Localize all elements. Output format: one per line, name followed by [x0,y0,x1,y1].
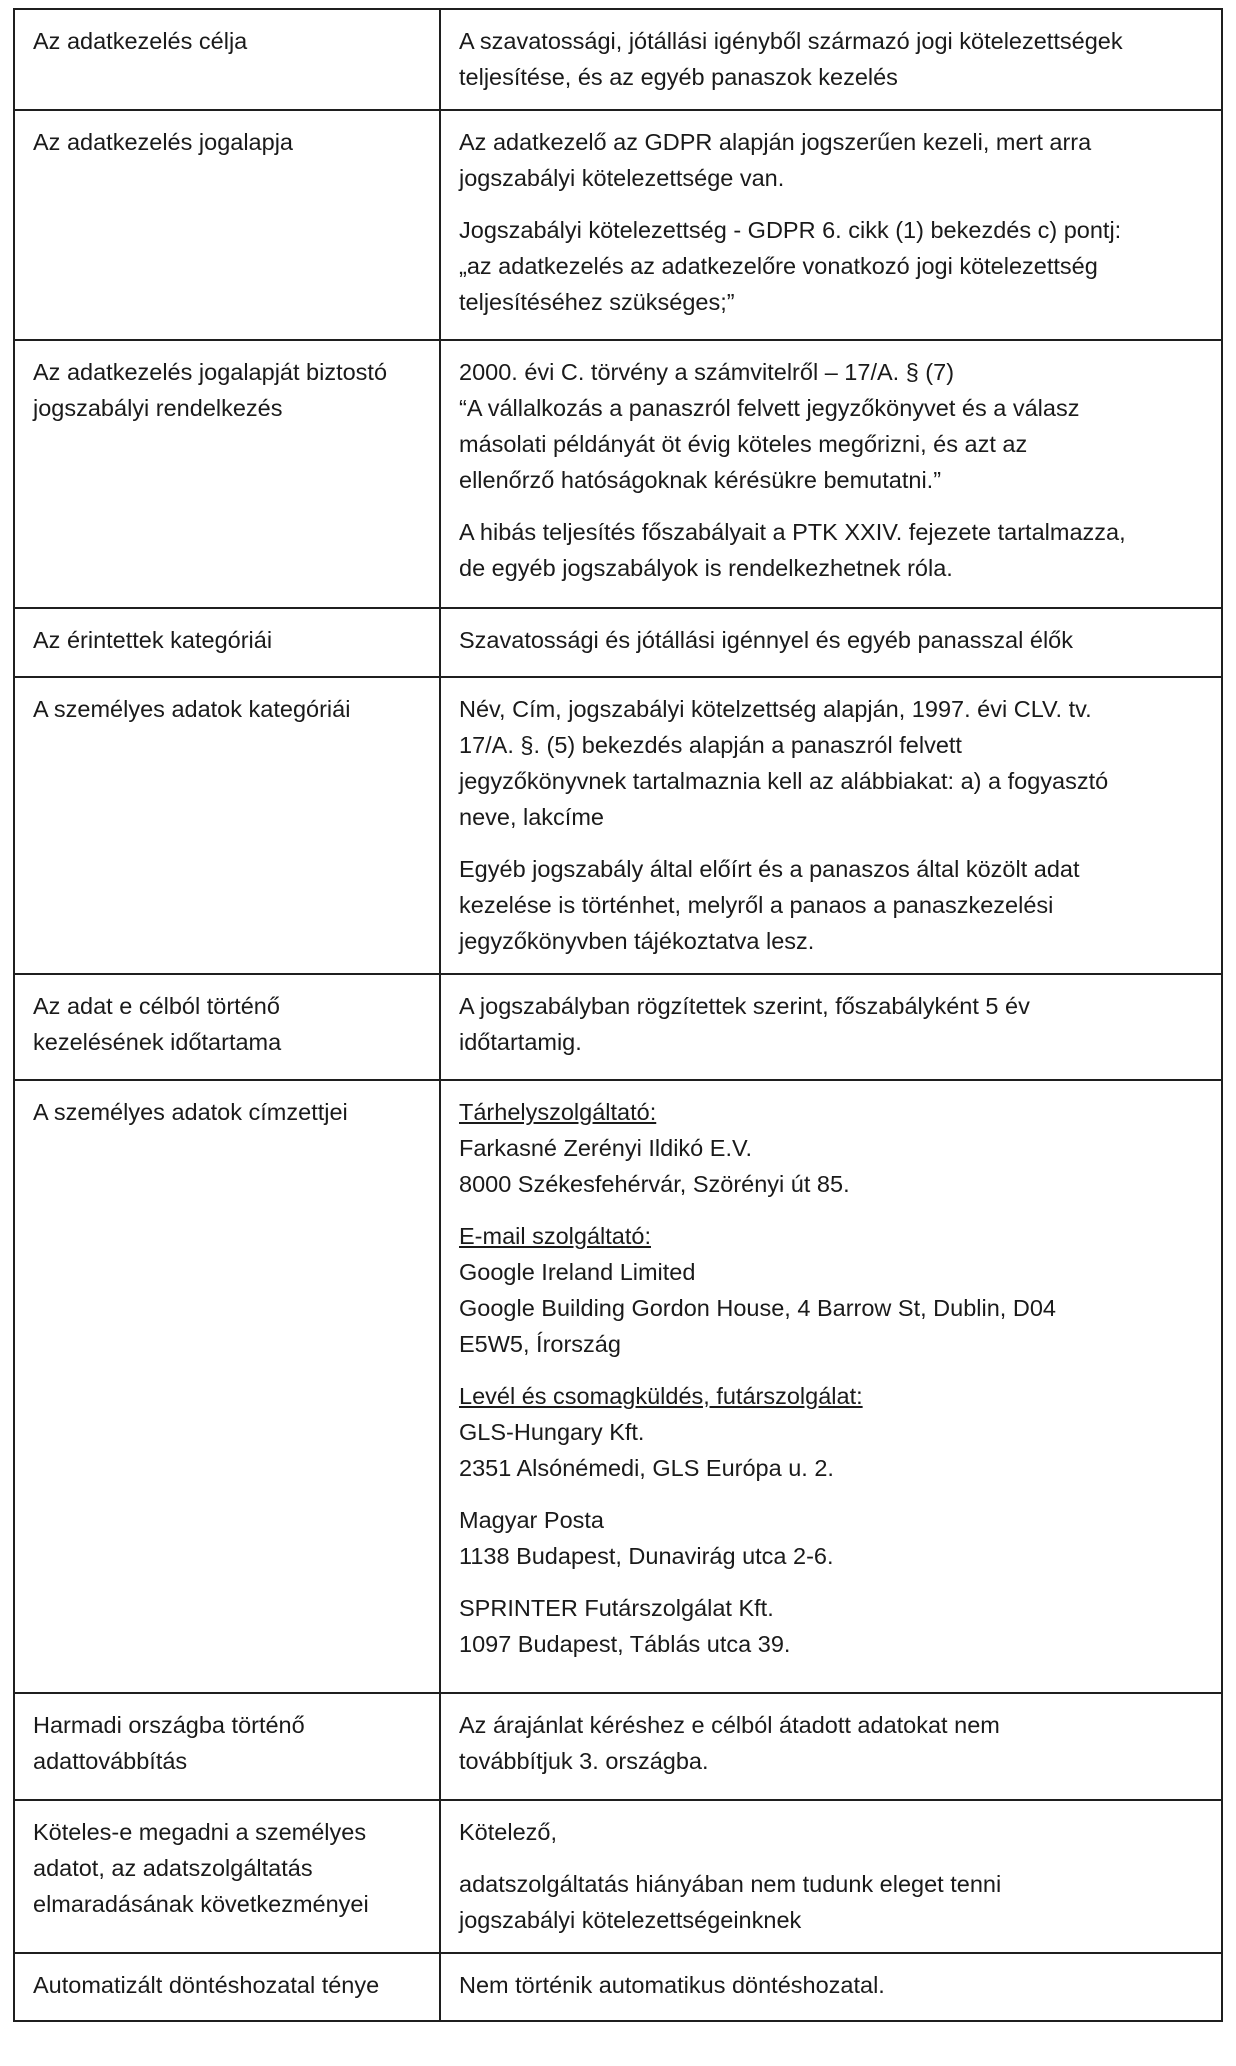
row-value: Név, Cím, jogszabályi kötelzettség alapján, 1997. évi CLV. tv. 17/A. §. (5) bekezdés alapján a panaszról felvett jegyzőkönyvnek tartalmaznia kell az alábbiakat: a) a fogyasztó neve, lakcíme Egyéb jogszabály által előírt és a panaszos által közölt adat kezelése is történhet, melyről a panaos a panaszkezelési jegyzőkönyvben tájékoztatva lesz. [440,677,1222,974]
recipient-heading: Tárhelyszolgáltató: [459,1099,657,1125]
table-row [14,1800,1222,1953]
table-row [14,974,1222,1080]
row-label: Köteles-e megadni a személyes adatot, az adatszolgáltatás elmaradásának következményei [14,1800,440,1953]
row-label: Az adatkezelés jogalapja [14,110,440,340]
table-row [14,677,1222,974]
table-row [14,1693,1222,1800]
table-row [14,9,1222,110]
row-value: Az árajánlat kéréshez e célból átadott adatokat nem továbbítjuk 3. országba. [440,1693,1222,1800]
table-row [14,608,1222,677]
recipient-block: Tárhelyszolgáltató: Farkasné Zerényi Ildikó E.V. 8000 Székesfehérvár, Szörényi út 85. [459,1094,1203,1202]
recipient-heading: E-mail szolgáltató: [459,1223,651,1249]
recipient-block: E-mail szolgáltató: Google Ireland Limited Google Building Gordon House, 4 Barrow St, Dublin, D04 E5W5, Írország [459,1218,1203,1362]
recipient-heading: Levél és csomagküldés, futárszolgálat: [459,1383,863,1409]
row-value: A jogszabályban rögzítettek szerint, főszabályként 5 év időtartamig. [440,974,1222,1080]
row-label: Az érintettek kategóriái [14,608,440,677]
table-row [14,1953,1222,2021]
row-label: Harmadi országba történő adattovábbítás [14,1693,440,1800]
table-row [14,340,1222,608]
row-value: Nem történik automatikus döntéshozatal. [440,1953,1222,2021]
row-label: A személyes adatok kategóriái [14,677,440,974]
row-label: Az adat e célból történő kezelésének időtartama [14,974,440,1080]
row-value: Szavatossági és jótállási igénnyel és egyéb panasszal élők [440,608,1222,677]
row-value: A szavatossági, jótállási igényből származó jogi kötelezettségek teljesítése, és az egyéb panaszok kezelés [440,9,1222,110]
recipient-block: Levél és csomagküldés, futárszolgálat: GLS-Hungary Kft. 2351 Alsónémedi, GLS Európa u. 2. [459,1378,1203,1486]
row-label: Automatizált döntéshozatal ténye [14,1953,440,2021]
row-label: Az adatkezelés jogalapját biztostó jogszabályi rendelkezés [14,340,440,608]
table-row [14,1080,1222,1693]
row-value: Az adatkezelő az GDPR alapján jogszerűen kezeli, mert arra jogszabályi kötelezettsége van. Jogszabályi kötelezettség - GDPR 6. cikk (1) bekezdés c) pontj: „az adatkezelés az adatkezelőre vonatkozó jogi kötelezettség teljesítéséhez szükséges;” [440,110,1222,340]
row-label: A személyes adatok címzettjei [14,1080,440,1693]
table-row [14,110,1222,340]
recipient-block: SPRINTER Futárszolgálat Kft. 1097 Budapest, Táblás utca 39. [459,1595,791,1657]
row-label: Az adatkezelés célja [14,9,440,110]
recipient-block: Magyar Posta 1138 Budapest, Dunavirág utca 2-6. [459,1507,834,1569]
row-value: 2000. évi C. törvény a számvitelről – 17/A. § (7) “A vállalkozás a panaszról felvett jegyzőkönyvet és a válasz másolati példányát öt évig köteles megőrizni, és azt az ellenőrző hatóságoknak kérésükre bemutatni.” A hibás teljesítés főszabályait a PTK XXIV. fejezete tartalmazza, de egyéb jogszabályok is rendelkezhetnek róla. [440,340,1222,608]
data-processing-table [13,8,1223,2022]
row-value [440,1080,1222,1693]
row-value: Kötelező, adatszolgáltatás hiányában nem tudunk eleget tenni jogszabályi kötelezettségeinknek [440,1800,1222,1953]
